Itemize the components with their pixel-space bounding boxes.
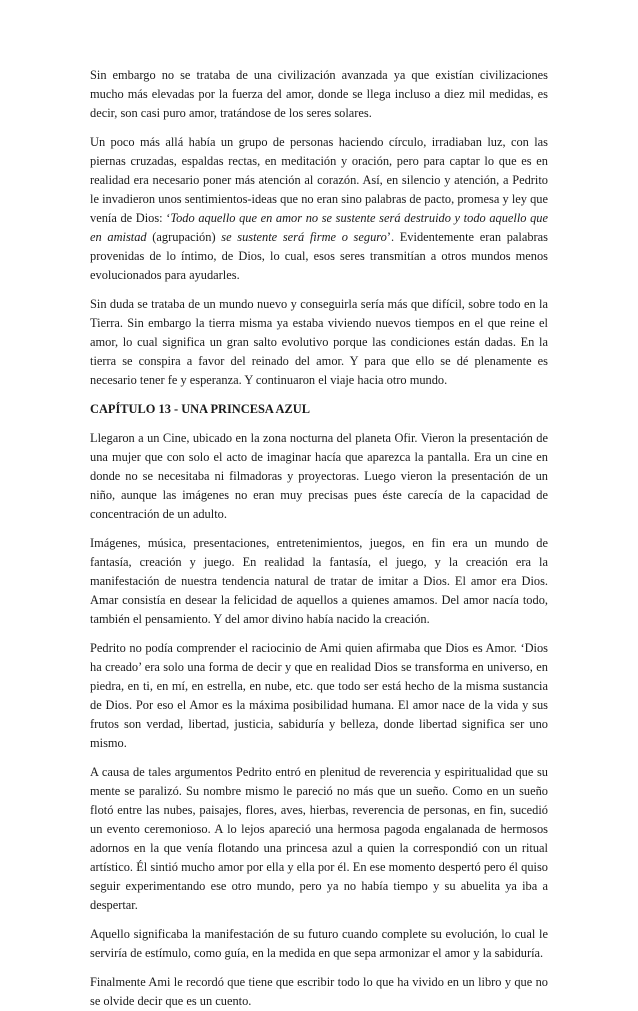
paragraph-blue-princess: A causa de tales argumentos Pedrito entró en plenitud de reverencia y espiritualidad que su mente se paralizó. Su nombre mismo le pareció no más que un sueño. Como en un sueño flotó entre las nubes, paisajes, flores, aves, hierbas, reverencia de personas, en fin, sucedió un evento ceremonioso. A lo lejos apareció una hermosa pagoda engalanada de hermosos adornos en la que venía flotando una princesa azul a quien la correspondió con un ritual artístico. Él sintió mucho amor por ella y ella por él. En ese momento despertó pero él quiso seguir experimentando ese otro mundo, pero ya no había tiempo y su abuelita ya iba a despertar. bbox=[90, 765, 548, 912]
paragraph-new-world: Sin duda se trataba de un mundo nuevo y conseguirla sería más que difícil, sobre todo en la Tierra. Sin embargo la tierra misma ya estaba viviendo nuevos tiempos en el que reine el amor, lo cual significa un gran salto evolutivo porque las condiciones están dadas. En la tierra se conspira a favor del reinado del amor. Y para que ello se dé plenamente es necesario tener fe y esperanza. Y continuaron el viaje hacia otro mundo. bbox=[90, 297, 548, 387]
paragraph-meaning: Aquello significaba la manifestación de su futuro cuando complete su evolución, lo cual le serviría de estímulo, como guía, en la medida en que sepa armonizar el amor y la sabiduría. bbox=[90, 927, 548, 960]
paragraph-finale: Finalmente Ami le recordó que tiene que escribir todo lo que ha vivido en un libro y que no se olvide decir que es un cuento. bbox=[90, 975, 548, 1008]
chapter-heading: CAPÍTULO 13 - UNA PRINCESA AZUL bbox=[90, 402, 310, 416]
quote-text: se sustente será firme o seguro bbox=[221, 230, 387, 244]
paragraph-text: ’. Evidentemente eran palabras provenidas de lo íntimo, de Dios, lo cual, esos seres transmitían a otros mundos menos evolucionados para ayudarles. bbox=[90, 230, 549, 282]
paragraph-cinema: Llegaron a un Cine, ubicado en la zona nocturna del planeta Ofir. Vieron la presentación de una mujer que con solo el acto de imaginar hacía que aparezca la pantalla. Era un cine en donde no se necesitaba ni filmadoras y proyectoras. Luego vieron la presentación de un niño, aunque las imágenes no eran muy precisas pues éste carecía de la capacidad de concentración de un adulto. bbox=[90, 431, 548, 521]
paragraph-god-is-love: Pedrito no podía comprender el raciocinio de Ami quien afirmaba que Dios es Amor. ‘Dios ha creado’ era solo una forma de decir y que en realidad Dios se transforma en universo, en piedra, en ti, en mí, en estrella, en nube, etc. que todo ser está hecho de la misma sustancia de Dios. Por eso el Amor es la máxima posibilidad humana. El amor nace de la vida y sus frutos son verdad, libertad, justicia, sabiduría y belleza, donde libertad significa ser uno mismo. bbox=[90, 641, 548, 750]
paragraph-fantasy: Imágenes, música, presentaciones, entretenimientos, juegos, en fin era un mundo de fantasía, creación y juego. En realidad la fantasía, el juego, y la creación era la manifestación de nuestra tendencia natural de tratar de imitar a Dios. El amor era Dios. Amar consistía en desear la felicidad de aquellos a quienes amamos. Del amor nacía todo, también el pensamiento. Y del amor divino había nacido la creación. bbox=[90, 536, 548, 626]
paragraph-meditation-group bbox=[90, 133, 548, 285]
paragraph-civilizations: Sin embargo no se trataba de una civilización avanzada ya que existían civilizaciones mucho más elevadas por la fuerza del amor, donde se llega incluso a diez mil medidas, es decir, son casi puro amor, tratándose de los seres solares. bbox=[90, 68, 548, 120]
paragraph-text: (agrupación) bbox=[146, 230, 222, 244]
paragraph-text: Un poco más allá había un grupo de personas haciendo círculo, irradiaban luz, con las piernas cruzadas, espaldas rectas, en meditación y oración, pero para captar lo que es en realidad era necesario poner más atención al corazón. Así, en silencio y atención, a Pedrito le invadieron unos sentimientos-ideas que no eran sino palabras de pacto, promesa y ley que venía de Dios: ‘ bbox=[90, 135, 548, 225]
quote-text: Todo aquello que en amor no se sustente será destruido y todo aquello que en amistad bbox=[90, 211, 548, 244]
